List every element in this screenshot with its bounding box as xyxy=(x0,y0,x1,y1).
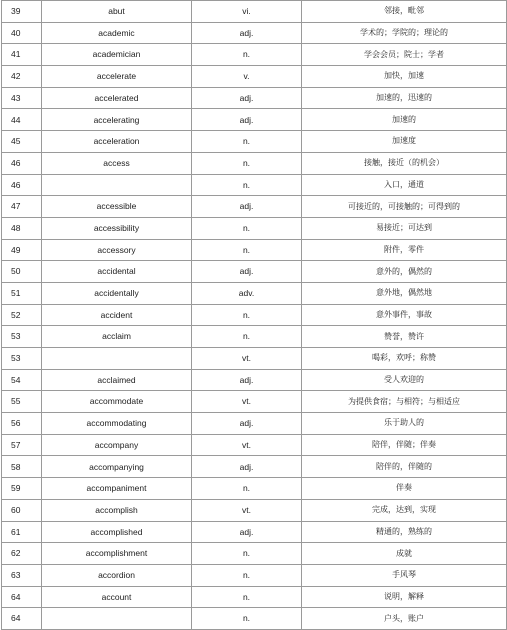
row-number: 49 xyxy=(2,239,42,261)
row-number: 43 xyxy=(2,87,42,109)
row-number: 40 xyxy=(2,22,42,44)
meaning-cell: 加速的，迅速的 xyxy=(302,87,507,109)
meaning-cell: 伴奏 xyxy=(302,478,507,500)
part-of-speech-cell: vt. xyxy=(192,348,302,370)
table-row xyxy=(2,478,507,500)
word-cell: accessibility xyxy=(42,217,192,239)
row-number: 52 xyxy=(2,304,42,326)
part-of-speech-cell: vi. xyxy=(192,1,302,23)
part-of-speech-cell: n. xyxy=(192,131,302,153)
word-cell: accelerated xyxy=(42,87,192,109)
meaning-cell: 受人欢迎的 xyxy=(302,369,507,391)
table-row xyxy=(2,391,507,413)
meaning-cell: 为提供食宿；与相符；与相适应 xyxy=(302,391,507,413)
meaning-cell: 接触，接近（的机会） xyxy=(302,152,507,174)
table-row xyxy=(2,196,507,218)
table-row xyxy=(2,369,507,391)
part-of-speech-cell: n. xyxy=(192,152,302,174)
part-of-speech-cell: n. xyxy=(192,586,302,608)
row-number: 45 xyxy=(2,131,42,153)
word-cell: accidentally xyxy=(42,282,192,304)
meaning-cell: 学术的；学院的；理论的 xyxy=(302,22,507,44)
word-cell: accompany xyxy=(42,434,192,456)
meaning-cell: 完成，达到，实现 xyxy=(302,499,507,521)
meaning-cell: 手风琴 xyxy=(302,564,507,586)
table-row xyxy=(2,304,507,326)
meaning-cell: 加快，加速 xyxy=(302,66,507,88)
meaning-cell: 说明，解释 xyxy=(302,586,507,608)
table-row xyxy=(2,499,507,521)
meaning-cell: 意外事件，事故 xyxy=(302,304,507,326)
part-of-speech-cell: vt. xyxy=(192,499,302,521)
table-row xyxy=(2,413,507,435)
row-number: 61 xyxy=(2,521,42,543)
meaning-cell: 乐于助人的 xyxy=(302,413,507,435)
meaning-cell: 喝彩，欢呼；称赞 xyxy=(302,348,507,370)
word-cell: acclaimed xyxy=(42,369,192,391)
part-of-speech-cell: vt. xyxy=(192,391,302,413)
meaning-cell: 陪伴的，伴随的 xyxy=(302,456,507,478)
vocabulary-table-body xyxy=(2,1,507,630)
table-row xyxy=(2,1,507,23)
meaning-cell: 入口，通道 xyxy=(302,174,507,196)
table-row xyxy=(2,543,507,565)
table-row xyxy=(2,261,507,283)
row-number: 56 xyxy=(2,413,42,435)
meaning-cell: 户头，账户 xyxy=(302,608,507,630)
table-row xyxy=(2,217,507,239)
row-number: 44 xyxy=(2,109,42,131)
word-cell: accessible xyxy=(42,196,192,218)
row-number: 58 xyxy=(2,456,42,478)
word-cell: acclaim xyxy=(42,326,192,348)
part-of-speech-cell: n. xyxy=(192,608,302,630)
table-row xyxy=(2,22,507,44)
meaning-cell: 成就 xyxy=(302,543,507,565)
row-number: 63 xyxy=(2,564,42,586)
table-row xyxy=(2,456,507,478)
row-number: 57 xyxy=(2,434,42,456)
meaning-cell: 精通的，熟练的 xyxy=(302,521,507,543)
word-cell xyxy=(42,348,192,370)
word-cell: abut xyxy=(42,1,192,23)
row-number: 42 xyxy=(2,66,42,88)
part-of-speech-cell: adj. xyxy=(192,261,302,283)
word-cell: accommodate xyxy=(42,391,192,413)
word-cell: accomplishment xyxy=(42,543,192,565)
table-row xyxy=(2,608,507,630)
word-cell: accomplished xyxy=(42,521,192,543)
part-of-speech-cell: n. xyxy=(192,217,302,239)
table-row xyxy=(2,66,507,88)
table-row xyxy=(2,521,507,543)
meaning-cell: 加速的 xyxy=(302,109,507,131)
word-cell: academic xyxy=(42,22,192,44)
row-number: 46 xyxy=(2,152,42,174)
meaning-cell: 学会会员；院士；学者 xyxy=(302,44,507,66)
meaning-cell: 意外的，偶然的 xyxy=(302,261,507,283)
table-row xyxy=(2,152,507,174)
part-of-speech-cell: adv. xyxy=(192,282,302,304)
word-cell: accelerate xyxy=(42,66,192,88)
row-number: 50 xyxy=(2,261,42,283)
meaning-cell: 加速度 xyxy=(302,131,507,153)
word-cell: accomplish xyxy=(42,499,192,521)
row-number: 64 xyxy=(2,608,42,630)
row-number: 47 xyxy=(2,196,42,218)
part-of-speech-cell: adj. xyxy=(192,109,302,131)
table-row xyxy=(2,282,507,304)
part-of-speech-cell: n. xyxy=(192,326,302,348)
meaning-cell: 意外地，偶然地 xyxy=(302,282,507,304)
part-of-speech-cell: adj. xyxy=(192,87,302,109)
word-cell: accordion xyxy=(42,564,192,586)
meaning-cell: 赞誉，赞许 xyxy=(302,326,507,348)
row-number: 41 xyxy=(2,44,42,66)
table-row xyxy=(2,434,507,456)
row-number: 60 xyxy=(2,499,42,521)
vocabulary-table xyxy=(1,0,507,630)
table-row xyxy=(2,44,507,66)
part-of-speech-cell: adj. xyxy=(192,521,302,543)
part-of-speech-cell: adj. xyxy=(192,22,302,44)
row-number: 54 xyxy=(2,369,42,391)
table-row xyxy=(2,586,507,608)
meaning-cell: 邻接，毗邻 xyxy=(302,1,507,23)
part-of-speech-cell: vt. xyxy=(192,434,302,456)
word-cell: accommodating xyxy=(42,413,192,435)
row-number: 48 xyxy=(2,217,42,239)
word-cell: accelerating xyxy=(42,109,192,131)
part-of-speech-cell: n. xyxy=(192,478,302,500)
word-cell: accident xyxy=(42,304,192,326)
table-row xyxy=(2,109,507,131)
table-row xyxy=(2,326,507,348)
word-cell: accessory xyxy=(42,239,192,261)
row-number: 39 xyxy=(2,1,42,23)
row-number: 62 xyxy=(2,543,42,565)
table-row xyxy=(2,174,507,196)
meaning-cell: 易接近；可达到 xyxy=(302,217,507,239)
part-of-speech-cell: adj. xyxy=(192,196,302,218)
table-row xyxy=(2,131,507,153)
word-cell: academician xyxy=(42,44,192,66)
word-cell: accompanying xyxy=(42,456,192,478)
row-number: 59 xyxy=(2,478,42,500)
part-of-speech-cell: adj. xyxy=(192,456,302,478)
row-number: 55 xyxy=(2,391,42,413)
meaning-cell: 可接近的，可接触的；可得到的 xyxy=(302,196,507,218)
word-cell: accompaniment xyxy=(42,478,192,500)
part-of-speech-cell: n. xyxy=(192,44,302,66)
meaning-cell: 陪伴，伴随；伴奏 xyxy=(302,434,507,456)
part-of-speech-cell: n. xyxy=(192,543,302,565)
row-number: 51 xyxy=(2,282,42,304)
part-of-speech-cell: n. xyxy=(192,174,302,196)
table-row xyxy=(2,87,507,109)
word-cell: accidental xyxy=(42,261,192,283)
row-number: 53 xyxy=(2,348,42,370)
part-of-speech-cell: v. xyxy=(192,66,302,88)
word-cell xyxy=(42,174,192,196)
row-number: 53 xyxy=(2,326,42,348)
meaning-cell: 附件，零件 xyxy=(302,239,507,261)
word-cell: access xyxy=(42,152,192,174)
table-row xyxy=(2,239,507,261)
part-of-speech-cell: n. xyxy=(192,564,302,586)
table-row xyxy=(2,348,507,370)
row-number: 64 xyxy=(2,586,42,608)
word-cell xyxy=(42,608,192,630)
part-of-speech-cell: n. xyxy=(192,304,302,326)
word-cell: acceleration xyxy=(42,131,192,153)
part-of-speech-cell: adj. xyxy=(192,413,302,435)
part-of-speech-cell: n. xyxy=(192,239,302,261)
row-number: 46 xyxy=(2,174,42,196)
table-row xyxy=(2,564,507,586)
part-of-speech-cell: adj. xyxy=(192,369,302,391)
word-cell: account xyxy=(42,586,192,608)
